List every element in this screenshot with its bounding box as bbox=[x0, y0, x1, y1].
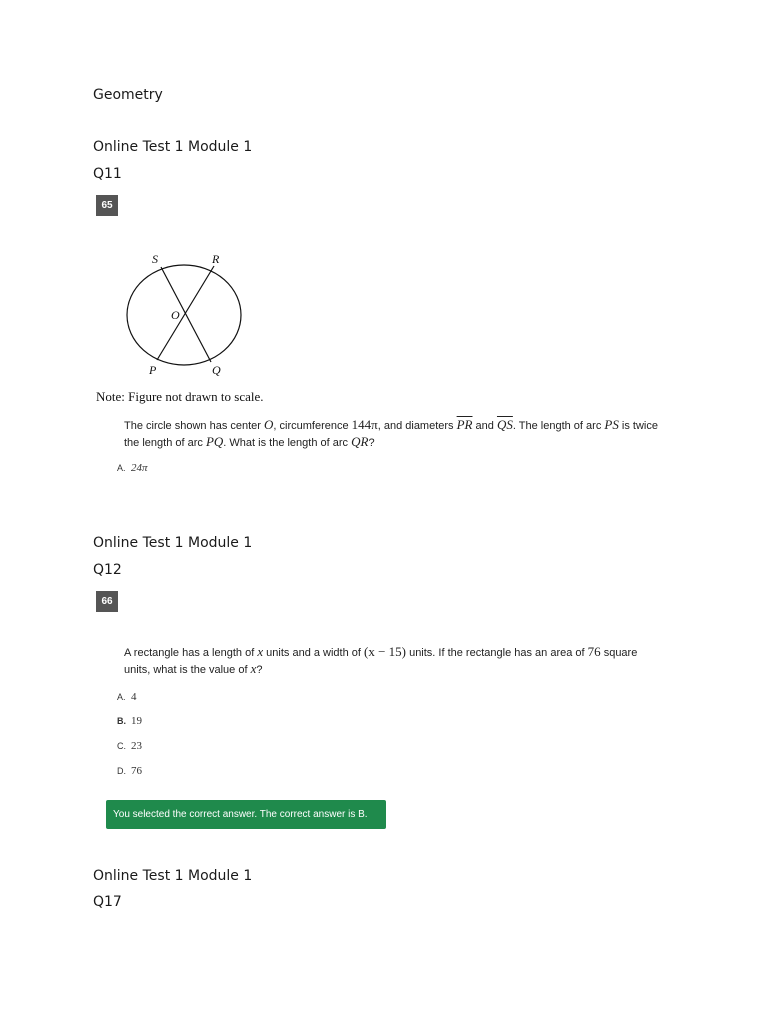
q11-math-o: O bbox=[264, 417, 274, 432]
q11-text-part: , circumference bbox=[273, 420, 352, 432]
q11-text-part: The circle shown has center bbox=[124, 420, 265, 432]
q12-text-part: units, what is the value of bbox=[124, 664, 251, 676]
choice-value: 19 bbox=[131, 715, 142, 727]
q12-badge: 66 bbox=[96, 591, 118, 612]
q11-text-part: . The length of arc bbox=[512, 420, 605, 432]
q11-text-part: and bbox=[472, 420, 497, 432]
q12-module-heading: Online Test 1 Module 1 bbox=[93, 535, 253, 551]
q12-math-area: 76 bbox=[587, 644, 601, 659]
choice-letter: D. bbox=[117, 766, 126, 776]
q12-choice-b[interactable] bbox=[117, 715, 142, 727]
diameter-qs bbox=[161, 267, 211, 362]
label-p: P bbox=[149, 363, 157, 377]
q12-number: Q12 bbox=[93, 562, 122, 578]
q11-text-part: the length of arc bbox=[124, 437, 206, 449]
q17-number: Q17 bbox=[93, 894, 122, 910]
choice-letter: A. bbox=[117, 463, 126, 473]
choice-letter: B. bbox=[117, 716, 126, 726]
circle-diagram bbox=[110, 248, 260, 383]
q12-math-width: (x − 15) bbox=[364, 644, 407, 659]
q11-number: Q11 bbox=[93, 166, 122, 182]
q12-text-part: A rectangle has a length of bbox=[124, 647, 258, 659]
q11-math-circumference: 144π bbox=[351, 417, 378, 432]
q11-math-ps: PS bbox=[604, 417, 619, 432]
q11-math-pr: $\overline{PR}$ bbox=[456, 417, 473, 432]
label-o: O bbox=[171, 308, 180, 322]
q12-text-part: units. If the rectangle has an area of bbox=[406, 647, 588, 659]
label-r: R bbox=[212, 252, 220, 266]
q12-math-x: x bbox=[250, 661, 257, 676]
q11-math-pq: PQ bbox=[205, 434, 224, 449]
q12-text-part: ? bbox=[256, 664, 263, 676]
choice-value: 76 bbox=[131, 765, 142, 777]
q11-choice-a[interactable] bbox=[117, 462, 148, 474]
q11-text-part: is twice bbox=[618, 420, 658, 432]
document-title: Geometry bbox=[93, 87, 163, 103]
choice-value: 4 bbox=[131, 691, 137, 703]
q12-choice-a[interactable] bbox=[117, 691, 137, 703]
q11-module-heading: Online Test 1 Module 1 bbox=[93, 139, 253, 155]
q12-text-part: square bbox=[600, 647, 638, 659]
choice-letter: C. bbox=[117, 741, 126, 751]
q17-module-heading: Online Test 1 Module 1 bbox=[93, 868, 253, 884]
q11-text-part: , and diameters bbox=[377, 420, 457, 432]
q11-badge: 65 bbox=[96, 195, 118, 216]
choice-value: 24π bbox=[131, 462, 148, 474]
diameter-pr bbox=[157, 266, 214, 360]
choice-letter: A. bbox=[117, 692, 126, 702]
q12-choice-d[interactable] bbox=[117, 765, 142, 777]
choice-value: 23 bbox=[131, 740, 142, 752]
q12-text-part: units and a width of bbox=[263, 647, 365, 659]
q11-text-part: . What is the length of arc bbox=[223, 437, 352, 449]
q12-choice-c[interactable] bbox=[117, 740, 142, 752]
q11-math-qr: QR bbox=[351, 434, 369, 449]
label-s: S bbox=[152, 252, 158, 266]
label-q: Q bbox=[212, 363, 221, 377]
q12-math-x: x bbox=[257, 644, 264, 659]
q12-question-text bbox=[124, 644, 684, 678]
q11-math-qs: $\overline{QS}$ bbox=[496, 417, 513, 432]
q11-text-part: ? bbox=[368, 437, 375, 449]
q11-question-text bbox=[124, 417, 684, 451]
figure-note: Note: Figure not drawn to scale. bbox=[96, 389, 264, 404]
answer-feedback-banner: You selected the correct answer. The correct answer is B. bbox=[106, 800, 386, 829]
